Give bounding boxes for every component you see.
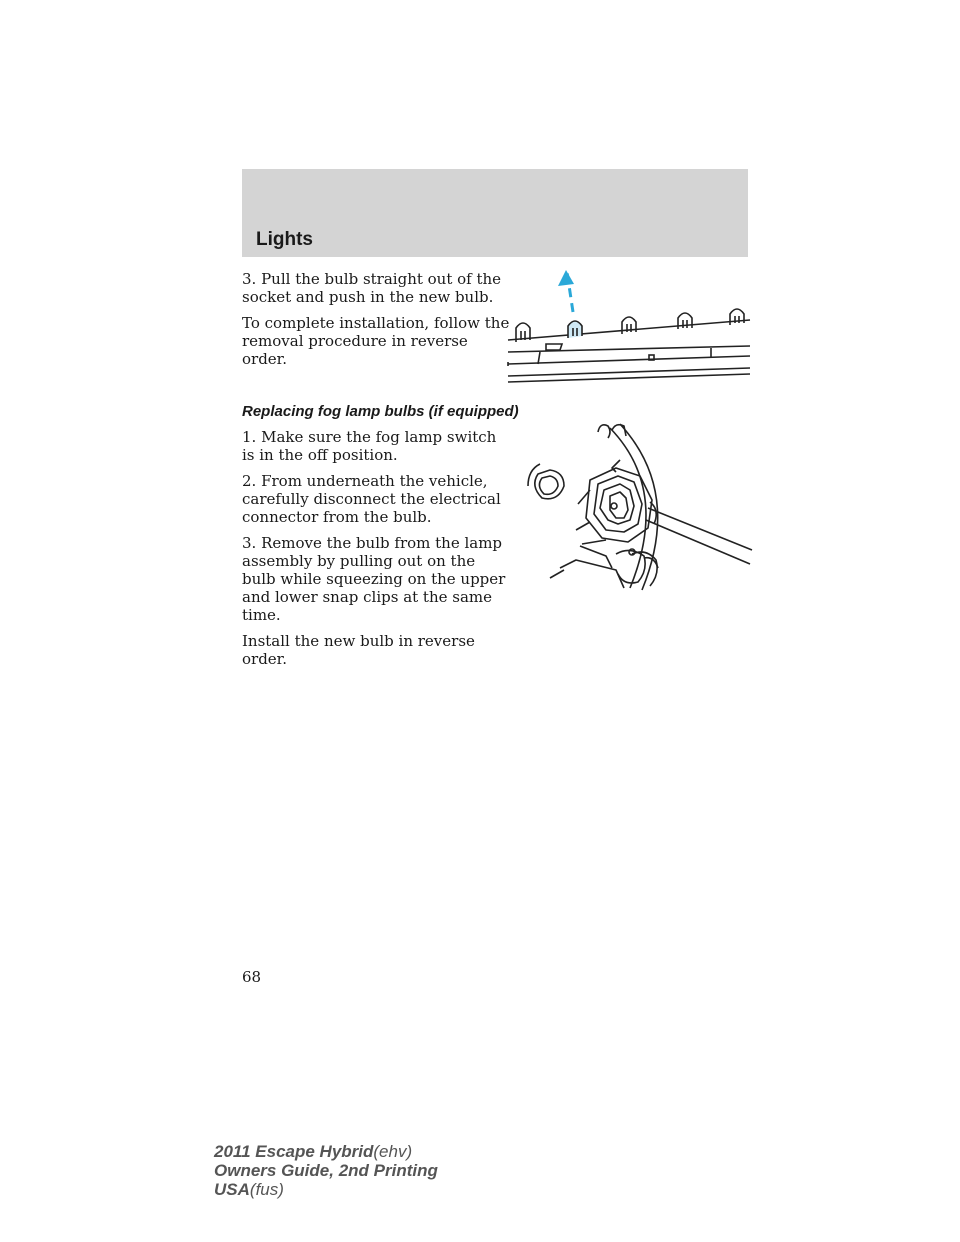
footer-line-2 (214, 1161, 438, 1180)
bulb-socket-illustration (506, 268, 752, 384)
fog-step-install: Install the new bulb in reverse order. (242, 632, 475, 668)
footer-guide: Owners Guide, 2nd Printing (214, 1161, 438, 1180)
footer-line-1 (214, 1142, 438, 1161)
page-number: 68 (242, 968, 262, 986)
footer-market: USA (214, 1180, 250, 1199)
socket-2-highlighted (568, 321, 582, 338)
section-title: Lights (256, 229, 313, 250)
bulb-replacement-text (242, 270, 512, 376)
socket-3 (622, 317, 636, 334)
fog-step-2: 2. From underneath the vehicle, carefully disconnect the electrical connector from the bulb. (242, 472, 501, 526)
socket-4 (678, 313, 692, 329)
document-footer (214, 1142, 438, 1199)
fog-step-1: 1. Make sure the fog lamp switch is in the off position. (242, 428, 497, 464)
fog-step-3: 3. Remove the bulb from the lamp assembly by pulling out on the bulb while squeezing on the upper and lower snap clips at the same time. (242, 534, 506, 624)
fog-lamp-connector-illustration (520, 420, 756, 592)
fog-lamp-heading: Replacing fog lamp bulbs (if equipped) (242, 403, 519, 420)
step-3-paragraph: 3. Pull the bulb straight out of the socket and push in the new bulb. (242, 270, 502, 306)
socket-5 (730, 309, 744, 325)
footer-model-code: (ehv) (373, 1142, 413, 1161)
completion-paragraph: To complete installation, follow the removal procedure in reverse order. (242, 314, 510, 368)
footer-line-3 (214, 1180, 438, 1199)
section-header-band (242, 169, 748, 257)
footer-model: 2011 Escape Hybrid (214, 1142, 374, 1161)
fog-lamp-steps (242, 428, 512, 676)
pull-direction-arrow (558, 270, 574, 312)
footer-market-code: (fus) (249, 1180, 284, 1199)
